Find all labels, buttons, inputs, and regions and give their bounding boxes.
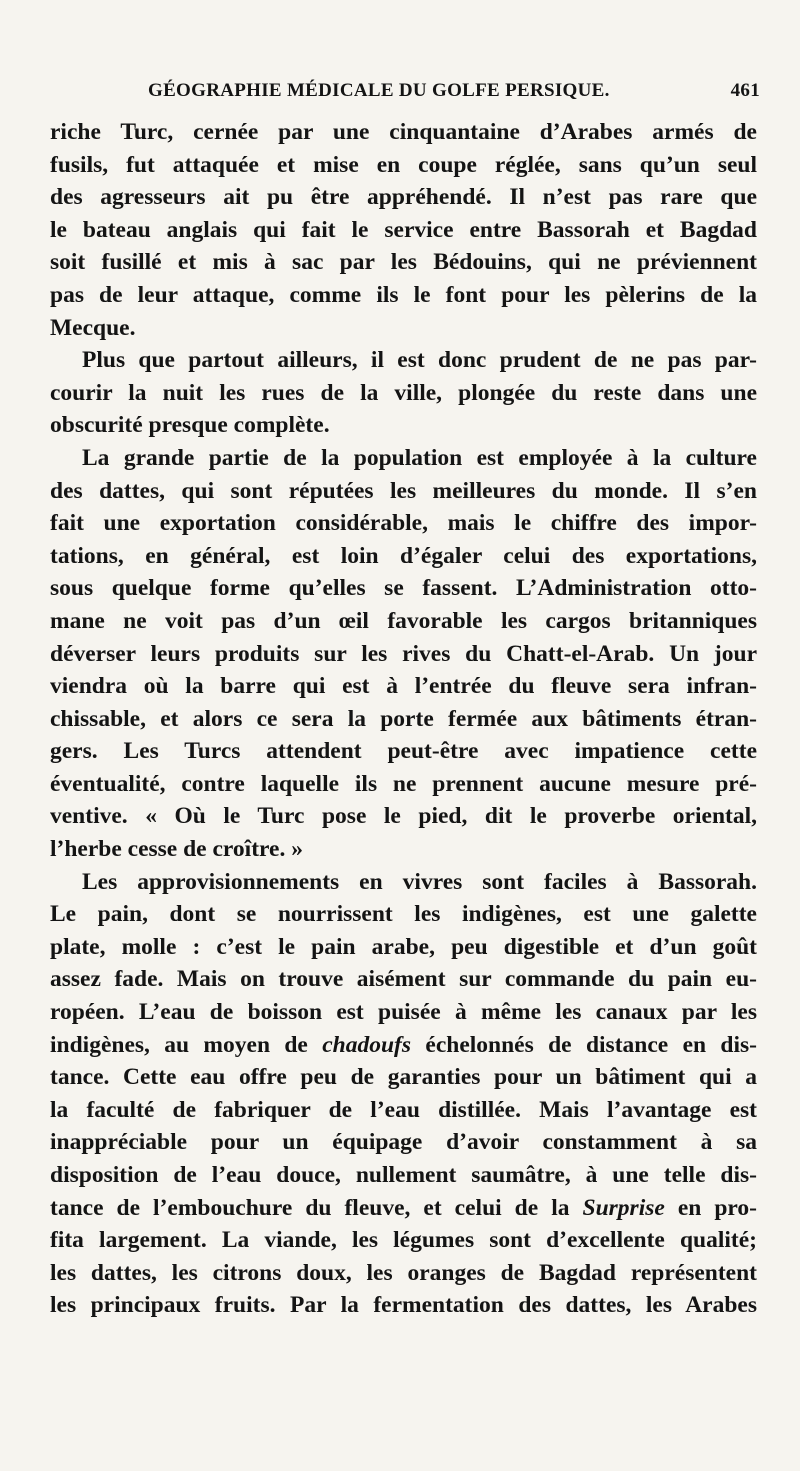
text-line: mane ne voit pas d’un œil favorable les cargos britanniques xyxy=(50,607,757,634)
text-line: gers. Les Turcs attendent peut-être avec impatience cette xyxy=(50,738,757,765)
text-line: fait une exportation considérable, mais le chiffre des impor- xyxy=(50,510,757,537)
page-number: 461 xyxy=(730,80,760,101)
text-line: des dattes, qui sont réputées les meilleures du monde. Il s’en xyxy=(50,477,757,504)
text-line: ropéen. L’eau de boisson est puisée à même les canaux par les xyxy=(50,999,757,1026)
text-line: éventualité, contre laquelle ils ne prennent aucune mesure pré- xyxy=(50,770,757,797)
text-line: ventive. « Où le Turc pose le pied, dit le proverbe oriental, xyxy=(50,803,757,830)
text-line: fita largement. La viande, les légumes sont d’excellente qualité; xyxy=(50,1227,757,1254)
body-text xyxy=(50,116,757,1322)
text-line: Mecque. xyxy=(50,314,136,341)
text-line: la faculté de fabriquer de l’eau distillée. Mais l’avantage est xyxy=(50,1096,757,1123)
italic-term: Surprise xyxy=(582,1194,665,1221)
text-line: La grande partie de la population est employée à la culture xyxy=(82,444,757,471)
text-line: fusils, fut attaquée et mise en coupe réglée, sans qu’un seul xyxy=(50,151,757,178)
text-segment: en pro- xyxy=(664,1194,758,1221)
running-head-title: GÉOGRAPHIE MÉDICALE DU GOLFE PERSIQUE. xyxy=(148,80,610,101)
text-line: chissable, et alors ce sera la porte fermée aux bâtiments étran- xyxy=(50,705,757,732)
text-line: déverser leurs produits sur les rives du Chatt-el-Arab. Un jour xyxy=(50,640,757,667)
text-line: disposition de l’eau douce, nullement saumâtre, à une telle dis- xyxy=(50,1162,757,1188)
text-line: Le pain, dont se nourrissent les indigènes, est une galette xyxy=(50,901,757,928)
text-line: tations, en général, est loin d’égaler celui des exportations, xyxy=(50,542,757,569)
text-line: tance. Cette eau offre peu de garanties pour un bâtiment qui a xyxy=(50,1064,757,1091)
text-line: des agresseurs ait pu être appréhendé. Il n’est pas rare que xyxy=(50,184,757,211)
text-line: obscurité presque complète. xyxy=(50,412,330,439)
text-line: sous quelque forme qu’elles se fassent. L’Administration otto- xyxy=(50,575,757,602)
text-line: assez fade. Mais on trouve aisément sur commande du pain eu- xyxy=(50,966,757,993)
text-line xyxy=(50,1192,757,1225)
text-line: inappréciable pour un équipage d’avoir constamment à sa xyxy=(50,1129,757,1156)
text-line: Plus que partout ailleurs, il est donc prudent de ne pas par- xyxy=(82,347,757,374)
text-line: pas de leur attaque, comme ils le font pour les pèlerins de la xyxy=(50,281,757,308)
text-line: les principaux fruits. Par la fermentation des dattes, les Arabes xyxy=(50,1292,757,1319)
text-segment: tance de l’embouchure du fleuve, et celui de la xyxy=(50,1194,583,1221)
text-line: viendra où la barre qui est à l’entrée du fleuve sera infran- xyxy=(50,673,757,700)
text-line: plate, molle : c’est le pain arabe, peu digestible et d’un goût xyxy=(50,933,757,960)
text-line: courir la nuit les rues de la ville, plongée du reste dans une xyxy=(50,379,757,406)
text-line: riche Turc, cernée par une cinquantaine d’Arabes armés de xyxy=(50,119,757,145)
text-line: l’herbe cesse de croître. » xyxy=(50,836,303,863)
text-line: les dattes, les citrons doux, les oranges de Bagdad représentent xyxy=(50,1259,757,1286)
italic-term: chadoufs xyxy=(322,1031,412,1058)
text-line xyxy=(50,1029,757,1062)
text-segment: échelonnés de distance en dis- xyxy=(411,1031,757,1058)
running-head xyxy=(50,80,760,102)
text-line: soit fusillé et mis à sac par les Bédouins, qui ne préviennent xyxy=(50,249,757,276)
text-line: le bateau anglais qui fait le service entre Bassorah et Bagdad xyxy=(50,216,757,243)
text-segment: indigènes, au moyen de xyxy=(50,1031,323,1058)
text-line: Les approvisionnements en vivres sont faciles à Bassorah. xyxy=(82,868,757,895)
